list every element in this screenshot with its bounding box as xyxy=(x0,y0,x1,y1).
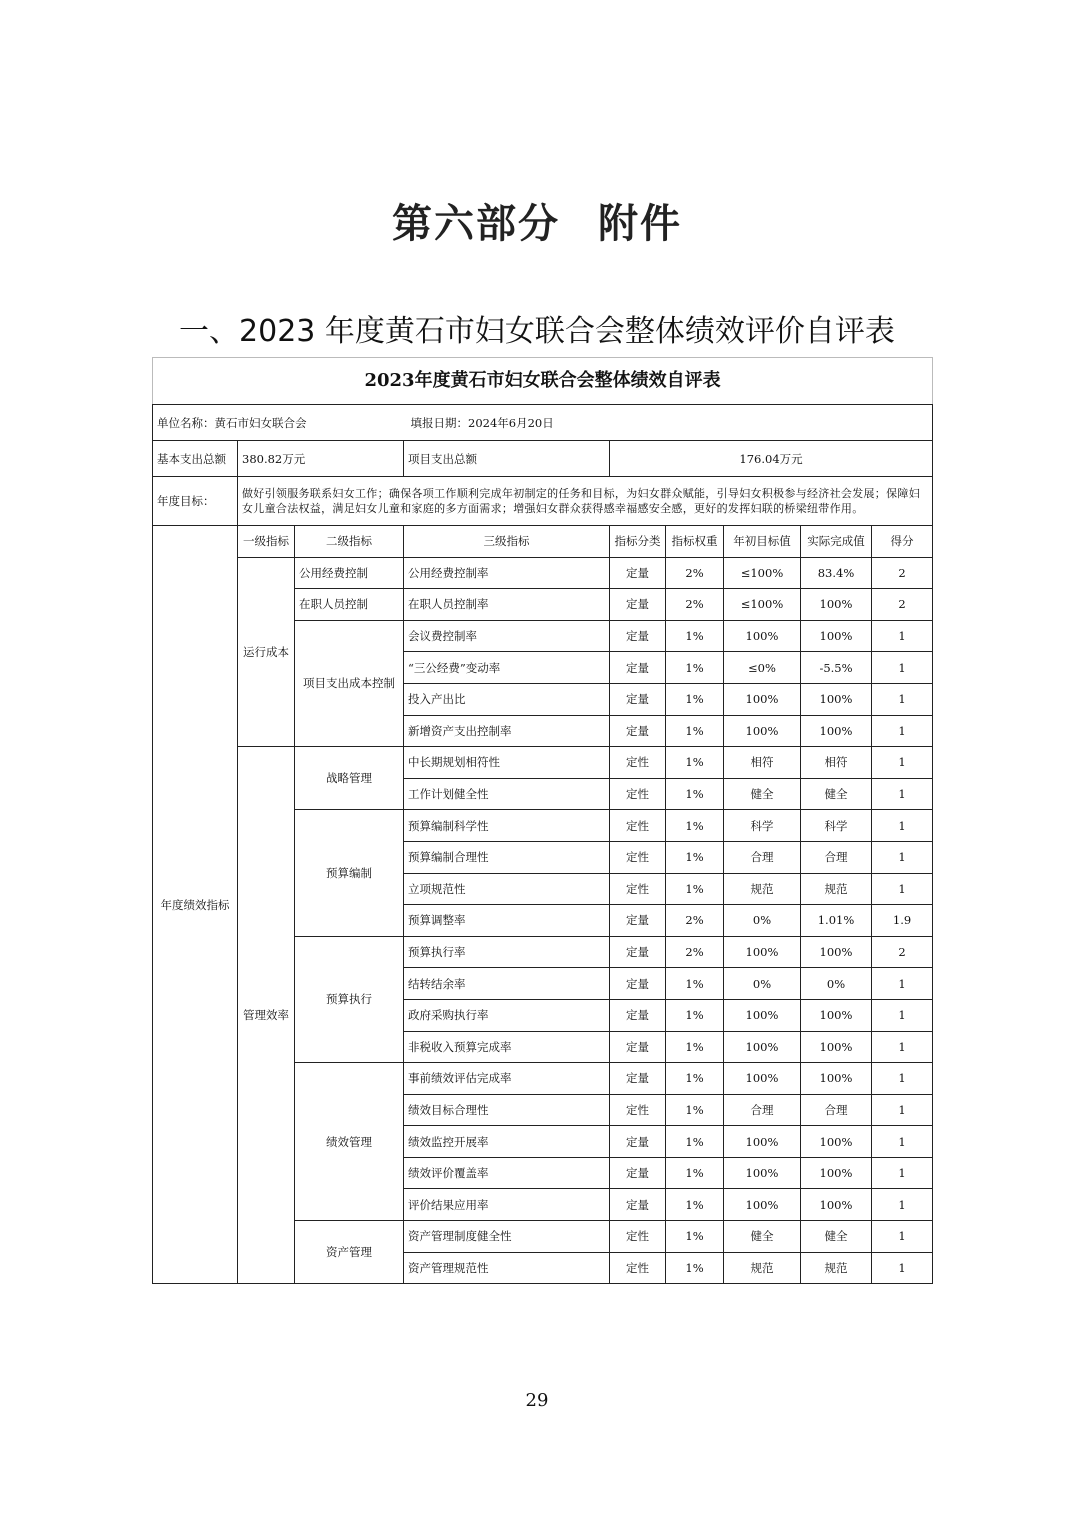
actual-value: 100% xyxy=(801,1157,872,1189)
indicator-name: 绩效评价覆盖率 xyxy=(404,1157,610,1189)
indicator-type: 定量 xyxy=(610,1157,666,1189)
header-cell: 实际完成值 xyxy=(801,526,872,558)
indicator-name: 公用经费控制率 xyxy=(404,557,610,589)
actual-value: 100% xyxy=(801,1126,872,1158)
indicator-type: 定量 xyxy=(610,589,666,621)
indicator-type: 定量 xyxy=(610,1189,666,1221)
target-value: 规范 xyxy=(724,1252,801,1284)
basic-expense-value: 380.82万元 xyxy=(238,441,404,477)
header-cell: 三级指标 xyxy=(404,526,610,558)
indicator-weight: 1% xyxy=(666,1252,724,1284)
indicator-name: 评价结果应用率 xyxy=(404,1189,610,1221)
indicator-name: 新增资产支出控制率 xyxy=(404,715,610,747)
actual-value: 相符 xyxy=(801,747,872,779)
indicator-type: 定性 xyxy=(610,1094,666,1126)
expense-row xyxy=(153,441,933,477)
actual-value: 合理 xyxy=(801,1094,872,1126)
score: 1 xyxy=(872,999,933,1031)
actual-value: 健全 xyxy=(801,1221,872,1253)
target-value: 100% xyxy=(724,936,801,968)
target-value: ≤100% xyxy=(724,557,801,589)
score: 1 xyxy=(872,620,933,652)
table-row xyxy=(153,557,933,589)
indicator-name: 政府采购执行率 xyxy=(404,999,610,1031)
target-value: 科学 xyxy=(724,810,801,842)
indicator-name: 工作计划健全性 xyxy=(404,778,610,810)
actual-value: 100% xyxy=(801,715,872,747)
indicator-weight: 1% xyxy=(666,1063,724,1095)
target-value: 合理 xyxy=(724,1094,801,1126)
indicator-type: 定量 xyxy=(610,715,666,747)
target-value: 100% xyxy=(724,1189,801,1221)
actual-value: 100% xyxy=(801,589,872,621)
indicator-name: 非税收入预算完成率 xyxy=(404,1031,610,1063)
target-value: 100% xyxy=(724,715,801,747)
indicator-type: 定性 xyxy=(610,778,666,810)
score: 1 xyxy=(872,1094,933,1126)
indicator-name: 绩效监控开展率 xyxy=(404,1126,610,1158)
indicator-weight: 1% xyxy=(666,1189,724,1221)
indicator-weight: 1% xyxy=(666,1126,724,1158)
target-value: 健全 xyxy=(724,778,801,810)
header-cell: 得分 xyxy=(872,526,933,558)
actual-value: 科学 xyxy=(801,810,872,842)
indicator-name: 资产管理规范性 xyxy=(404,1252,610,1284)
header-cell: 二级指标 xyxy=(295,526,404,558)
level2-cell: 战略管理 xyxy=(295,747,404,810)
indicator-section-label: 年度绩效指标 xyxy=(153,526,238,1284)
score: 1 xyxy=(872,810,933,842)
actual-value: 100% xyxy=(801,1031,872,1063)
target-value: 100% xyxy=(724,683,801,715)
actual-value: 100% xyxy=(801,1063,872,1095)
indicator-type: 定量 xyxy=(610,652,666,684)
target-value: 合理 xyxy=(724,841,801,873)
target-value: 100% xyxy=(724,1063,801,1095)
target-value: 0% xyxy=(724,905,801,937)
project-expense-label: 项目支出总额 xyxy=(404,441,610,477)
indicator-weight: 1% xyxy=(666,1094,724,1126)
indicator-type: 定性 xyxy=(610,873,666,905)
table-title: 2023年度黄石市妇女联合会整体绩效自评表 xyxy=(153,358,933,405)
level1-cell: 运行成本 xyxy=(238,557,295,747)
score: 1 xyxy=(872,968,933,1000)
actual-value: 规范 xyxy=(801,873,872,905)
indicator-weight: 1% xyxy=(666,1221,724,1253)
indicator-weight: 2% xyxy=(666,589,724,621)
level2-cell: 绩效管理 xyxy=(295,1063,404,1221)
indicator-weight: 1% xyxy=(666,683,724,715)
unit-row xyxy=(153,405,933,441)
indicator-weight: 1% xyxy=(666,715,724,747)
basic-expense-label: 基本支出总额 xyxy=(153,441,238,477)
indicator-name: 预算编制合理性 xyxy=(404,841,610,873)
indicator-type: 定性 xyxy=(610,841,666,873)
indicator-name: 中长期规划相符性 xyxy=(404,747,610,779)
indicator-name: 立项规范性 xyxy=(404,873,610,905)
indicator-name: 在职人员控制率 xyxy=(404,589,610,621)
table-row xyxy=(153,747,933,779)
indicator-type: 定量 xyxy=(610,620,666,652)
score: 1 xyxy=(872,1189,933,1221)
target-value: 相符 xyxy=(724,747,801,779)
indicator-type: 定性 xyxy=(610,747,666,779)
indicator-type: 定量 xyxy=(610,1063,666,1095)
indicator-name: 资产管理制度健全性 xyxy=(404,1221,610,1253)
indicator-name: 结转结余率 xyxy=(404,968,610,1000)
indicator-weight: 1% xyxy=(666,873,724,905)
target-value: ≤100% xyxy=(724,589,801,621)
actual-value: 100% xyxy=(801,936,872,968)
score: 1 xyxy=(872,683,933,715)
actual-value: 83.4% xyxy=(801,557,872,589)
indicator-type: 定量 xyxy=(610,683,666,715)
header-cell: 指标权重 xyxy=(666,526,724,558)
score: 1 xyxy=(872,1221,933,1253)
target-value: 100% xyxy=(724,620,801,652)
level2-cell: 资产管理 xyxy=(295,1221,404,1284)
actual-value: 100% xyxy=(801,999,872,1031)
header-cell: 指标分类 xyxy=(610,526,666,558)
level2-cell: 预算执行 xyxy=(295,936,404,1062)
actual-value: 100% xyxy=(801,683,872,715)
indicator-weight: 1% xyxy=(666,1031,724,1063)
target-value: 100% xyxy=(724,1157,801,1189)
target-value: 100% xyxy=(724,1031,801,1063)
actual-value: 0% xyxy=(801,968,872,1000)
indicator-weight: 1% xyxy=(666,747,724,779)
actual-value: 健全 xyxy=(801,778,872,810)
score: 1 xyxy=(872,1063,933,1095)
target-value: 0% xyxy=(724,968,801,1000)
header-cell: 一级指标 xyxy=(238,526,295,558)
score: 2 xyxy=(872,936,933,968)
score: 2 xyxy=(872,557,933,589)
score: 1 xyxy=(872,747,933,779)
indicator-weight: 1% xyxy=(666,1157,724,1189)
actual-value: 100% xyxy=(801,620,872,652)
score: 1 xyxy=(872,873,933,905)
indicator-type: 定量 xyxy=(610,1031,666,1063)
indicator-name: “三公经费”变动率 xyxy=(404,652,610,684)
part-title-main: 第六部分 xyxy=(392,201,560,247)
indicator-weight: 1% xyxy=(666,810,724,842)
indicator-type: 定量 xyxy=(610,1126,666,1158)
header-cell: 年初目标值 xyxy=(724,526,801,558)
level2-cell: 在职人员控制 xyxy=(295,589,404,621)
actual-value: 合理 xyxy=(801,841,872,873)
project-expense-value: 176.04万元 xyxy=(610,441,933,477)
target-value: 100% xyxy=(724,999,801,1031)
indicator-weight: 1% xyxy=(666,620,724,652)
indicator-name: 投入产出比 xyxy=(404,683,610,715)
indicator-type: 定性 xyxy=(610,1252,666,1284)
indicator-weight: 1% xyxy=(666,778,724,810)
indicator-weight: 2% xyxy=(666,936,724,968)
indicator-name: 预算调整率 xyxy=(404,905,610,937)
indicator-name: 事前绩效评估完成率 xyxy=(404,1063,610,1095)
indicator-weight: 1% xyxy=(666,652,724,684)
target-value: 规范 xyxy=(724,873,801,905)
section-title: 一、2023 年度黄石市妇女联合会整体绩效评价自评表 xyxy=(179,314,895,349)
level2-cell: 项目支出成本控制 xyxy=(295,620,404,746)
indicator-weight: 2% xyxy=(666,557,724,589)
header-row xyxy=(153,526,933,558)
goal-label: 年度目标： xyxy=(153,477,238,526)
target-value: 100% xyxy=(724,1126,801,1158)
indicator-type: 定性 xyxy=(610,1221,666,1253)
fill-date: 填报日期：2024年6月20日 xyxy=(410,415,554,430)
actual-value: -5.5% xyxy=(801,652,872,684)
indicator-type: 定量 xyxy=(610,905,666,937)
level2-cell: 预算编制 xyxy=(295,810,404,936)
indicator-weight: 1% xyxy=(666,999,724,1031)
part-title-sub: 附件 xyxy=(598,201,682,247)
unit-cell xyxy=(153,405,933,441)
indicator-weight: 1% xyxy=(666,968,724,1000)
goal-row xyxy=(153,477,933,526)
indicator-type: 定量 xyxy=(610,936,666,968)
unit-name: 单位名称：黄石市妇女联合会 xyxy=(157,415,307,430)
score: 1 xyxy=(872,1031,933,1063)
indicator-name: 预算执行率 xyxy=(404,936,610,968)
indicator-name: 预算编制科学性 xyxy=(404,810,610,842)
actual-value: 1.01% xyxy=(801,905,872,937)
target-value: 健全 xyxy=(724,1221,801,1253)
score: 1 xyxy=(872,841,933,873)
indicator-type: 定量 xyxy=(610,557,666,589)
level2-cell: 公用经费控制 xyxy=(295,557,404,589)
score: 1 xyxy=(872,652,933,684)
actual-value: 规范 xyxy=(801,1252,872,1284)
score: 1 xyxy=(872,778,933,810)
score: 1 xyxy=(872,1252,933,1284)
goal-text: 做好引领服务联系妇女工作；确保各项工作顺利完成年初制定的任务和目标，为妇女群众赋能，引导妇女积极参与经济社会发展；保障妇女儿童合法权益，满足妇女儿童和家庭的多方面需求；增强妇女群众获得感幸福感安全感，更好的发挥妇联的桥梁纽带作用。 xyxy=(238,477,933,526)
score: 1 xyxy=(872,1126,933,1158)
indicator-type: 定量 xyxy=(610,968,666,1000)
score: 1 xyxy=(872,715,933,747)
actual-value: 100% xyxy=(801,1189,872,1221)
indicator-type: 定量 xyxy=(610,999,666,1031)
score: 2 xyxy=(872,589,933,621)
score: 1 xyxy=(872,1157,933,1189)
target-value: ≤0% xyxy=(724,652,801,684)
indicator-weight: 1% xyxy=(666,841,724,873)
indicator-weight: 2% xyxy=(666,905,724,937)
indicator-name: 绩效目标合理性 xyxy=(404,1094,610,1126)
indicator-type: 定性 xyxy=(610,810,666,842)
page-number: 29 xyxy=(525,1390,549,1411)
level1-cell: 管理效率 xyxy=(238,747,295,1284)
part-title xyxy=(0,192,1074,249)
table-title-row xyxy=(153,358,933,405)
evaluation-table xyxy=(152,357,933,1284)
score: 1.9 xyxy=(872,905,933,937)
indicator-name: 会议费控制率 xyxy=(404,620,610,652)
